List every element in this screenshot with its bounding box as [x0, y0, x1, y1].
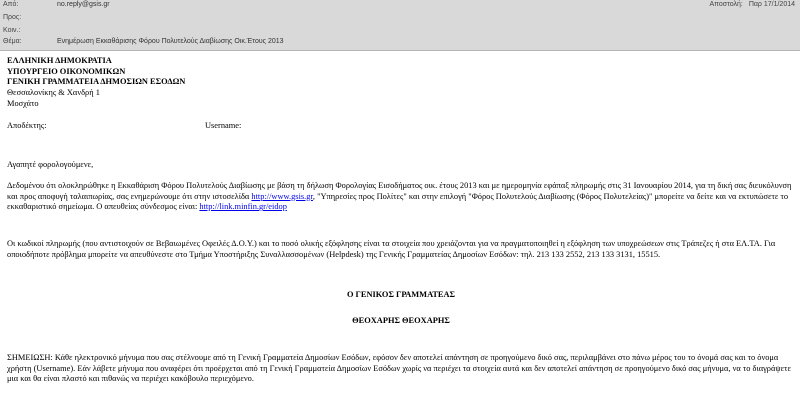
sent-label: Αποστολή:: [709, 1, 743, 8]
cc-label: Κοιν.:: [3, 27, 21, 34]
from-row: [0, 0, 800, 11]
gsis-link[interactable]: http://www.gsis.gr: [251, 191, 313, 201]
username-label: Username:: [205, 121, 242, 130]
letterhead-line2: ΥΠΟΥΡΓΕΙΟ ΟΙΚΟΝΟΜΙΚΩΝ: [7, 66, 126, 76]
to-label: Προς:: [3, 14, 22, 21]
direct-link[interactable]: http://link.minfin.gr/eidop: [199, 202, 287, 212]
from-value[interactable]: no.reply@gsis.gr: [57, 1, 110, 8]
recipient-label: Αποδέκτης:: [7, 121, 47, 130]
greeting: Αγαπητέ φορολογούμενε,: [7, 160, 94, 169]
paragraph-1: [7, 181, 795, 213]
to-row: [0, 13, 800, 24]
security-note: ΣΗΜΕΙΩΣΗ: Κάθε ηλεκτρονικό μήνυμα που σας στέλνουμε από τη Γενική Γραμματεία Δημοσίων Εσόδων, εφόσον δεν αποτελεί απάντηση σε προηγούμενο δικό σας, περιλαμβάνει στο πάνω μέρος του το όνομά σας και το όνομα χρήστη (Username). Εάν λάβετε μήνυμα που αναφέρει ότι προέρχεται από τη Γενική Γραμματεία Δημοσίων Εσόδων χωρίς να περιέχει τα στοιχεία αυτά και δεν αποτελεί απάντηση σε προηγούμενο δικό σας μήνυμα, να το διαγράψετε μια και θα είναι πλαστό και πιθανώς να περιέχει κακόβουλο περιεχόμενο.: [7, 353, 791, 384]
paragraph-1-text-a: Δεδομένου ότι ολοκληρώθηκε η Εκκαθάριση Φόρου Πολυτελούς Διαβίωσης με βάση τη δήλωση Φορολογίας Εισοδήματος οικ. έτους 2013 και με ημερομηνία εφάπαξ πληρωμής στις 31 Ιανουαρίου 2014, για τη δική σας διευκόλυνση και προς αποφυγή ταλαιπωρίας, σας ενημερώνουμε ότι στην ιστοσελίδα: [7, 181, 792, 201]
letterhead-line1: ΕΛΛΗΝΙΚΗ ΔΗΜΟΚΡΑΤΙΑ: [7, 56, 112, 65]
from-label: Από:: [3, 1, 19, 8]
cc-row: [0, 26, 800, 37]
sent-field: [709, 1, 795, 8]
subject-value: Ενημέρωση Εκκαθάρισης Φόρου Πολυτελούς Διαβίωσης Οικ.Έτους 2013: [57, 38, 284, 45]
recipient-row: [7, 121, 795, 132]
paragraph-1-text-b: , "Υπηρεσίες προς Πολίτες" και στην επιλογή "Φόρος Πολυτελούς Διαβίωσης (Φόρος Πολυτελείας)" μπορείτε να δείτε και να εκτυπώσετε το εκκαθαριστικό σημείωμα. Ο απευθείας σύνδεσμος είναι:: [7, 191, 789, 212]
address-line1: Θεσσαλονίκης & Χανδρή 1: [7, 88, 100, 97]
address-line2: Μοσχάτο: [7, 99, 39, 108]
signature-title: Ο ΓΕΝΙΚΟΣ ΓΡΑΜΜΑΤΕΑΣ: [346, 290, 456, 299]
email-header: [0, 0, 800, 50]
sent-value: Παρ 17/1/2014: [748, 1, 795, 8]
subject-label: Θέμα:: [3, 38, 22, 45]
letterhead-line3: ΓΕΝΙΚΗ ΓΡΑΜΜΑΤΕΙΑ ΔΗΜΟΣΙΩΝ ΕΣΟΔΩΝ: [7, 77, 186, 87]
signature-name: ΘΕΟΧΑΡΗΣ ΘΕΟΧΑΡΗΣ: [352, 316, 450, 325]
header-divider: [0, 50, 800, 51]
subject-row: [0, 37, 800, 48]
paragraph-2: Οι κωδικοί πληρωμής (που αντιστοιχούν σε Βεβαιωμένες Οφειλές Δ.Ο.Υ.) και το ποσό ολικής εξόφλησης είναι τα στοιχεία που χρειάζονται για να πραγματοποιηθεί η εξόφληση των υποχρεώσεων στις Τράπεζες ή στα ΕΛ.ΤΑ. Για οποιοδήποτε πρόβλημα μπορείτε να απευθύνεστε στο Τμήμα Υποστήριξης Συναλλασσομένων (Helpdesk) της Γενικής Γραμματείας Δημοσίων Εσόδων: τηλ. 213 133 2552, 213 133 3131, 15515.: [7, 239, 776, 259]
